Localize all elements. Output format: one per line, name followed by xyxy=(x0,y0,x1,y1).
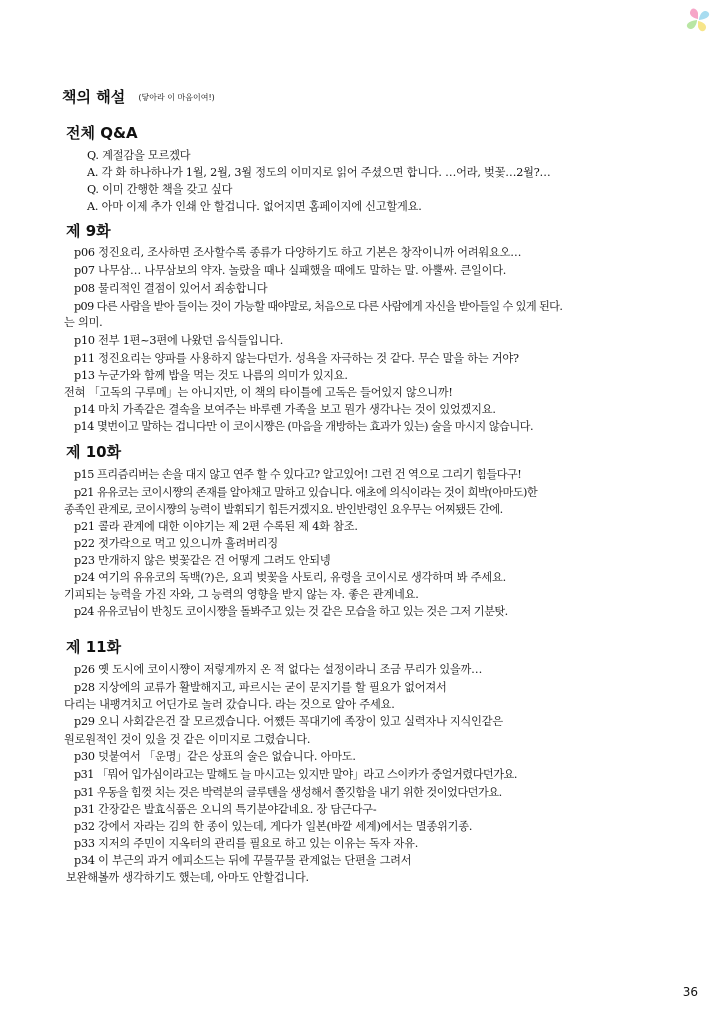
ep9-line: p13 누군가와 함께 밥을 먹는 것도 나름의 의미가 있지요. xyxy=(74,369,348,382)
ep11-line: p31 우동을 힘껏 치는 것은 박력분의 글루텐을 생성해서 쫄깃함을 내기 위한 것이었다던가요. xyxy=(74,786,502,799)
ep11-line: 보완해볼까 생각하기도 했는데, 아마도 안할겁니다. xyxy=(66,871,309,884)
ep10-line: p21 유유코는 코이시쨩의 존재를 알아채고 말하고 있습니다. 애초에 의식이라는 것이 희박(아마도)한 xyxy=(74,486,538,499)
ep9-line: p14 몇번이고 말하는 겁니다만 이 코이시쨩은 (마음을 개방하는 효과가 있는) 술을 마시지 않습니다. xyxy=(74,420,534,433)
ep11-line: 다리는 내팽겨치고 어딘가로 놀러 갔습니다. 라는 것으로 알아 주세요. xyxy=(64,698,395,711)
ep9-line: 는 의미. xyxy=(64,316,103,329)
ep10-line: 종족인 관계로, 코이시쨩의 능력이 발휘되기 힘든거겠지요. 반인반령인 요우무는 어찌됐든 간에. xyxy=(64,503,503,516)
qa-line: A. 아마 이제 추가 인쇄 안 할겁니다. 없어지면 홈페이지에 신고할게요. xyxy=(87,200,422,213)
ep10-line: p15 프리즘리버는 손을 대지 않고 연주 할 수 있다고? 알고있어! 그런 건 역으로 그리기 힘들다구! xyxy=(74,468,522,481)
qa-line: Q. 계절감을 모르겠다 xyxy=(87,149,191,162)
ep9-line: p06 정진요리, 조사하면 조사할수록 종류가 다양하기도 하고 기본은 창작이니까 어려워요오… xyxy=(74,246,522,259)
ep10-line: p21 콜라 관계에 대한 이야기는 제 2편 수록된 제 4화 참조. xyxy=(74,520,358,533)
ep11-line: p32 강에서 자라는 김의 한 종이 있는데, 게다가 일본(바깥 세계)에서는 멸종위기종. xyxy=(74,820,473,833)
ep11-line: p34 이 부근의 과거 에피소드는 뒤에 꾸물꾸물 관계없는 단편을 그려서 xyxy=(74,854,412,867)
page-number: 36 xyxy=(682,985,698,999)
clover-heart-icon xyxy=(682,4,714,36)
qa-line: A. 각 화 하나하나가 1월, 2월, 3월 정도의 이미지로 읽어 주셨으면 합니다. …어라, 벚꽃…2월?… xyxy=(87,166,551,179)
ep9-line: 전혀 「고독의 구루메」는 아니지만, 이 책의 타이틀에 고독은 들어있지 않으니까! xyxy=(64,386,453,399)
ep11-line: p30 덧붙여서 「운명」같은 상표의 술은 없습니다. 아마도. xyxy=(74,750,356,763)
ep9-line: p09 다른 사람을 받아 들이는 것이 가능할 때야말로, 처음으로 다른 사람에게 자신을 받아들일 수 있게 된다. xyxy=(74,300,563,313)
page-header xyxy=(62,86,215,107)
ep11-line: p28 지상에의 교류가 활발해지고, 파르시는 굳이 문지기를 할 필요가 없어져서 xyxy=(74,681,447,694)
ep10-line: p24 유유코님이 반칭도 코이시쨩을 돌봐주고 있는 것 같은 모습을 하고 있는 것은 그저 기분탓. xyxy=(74,605,508,618)
ep9-line: p07 나무삼… 나무삼보의 약자. 놀랐을 때나 실패했을 때에도 말하는 말. 아뿔싸. 큰일이다. xyxy=(74,264,507,277)
ep11-line: p33 지저의 주민이 지옥터의 관리를 필요로 하고 있는 이유는 독자 자유. xyxy=(74,837,419,850)
ep11-line: p26 옛 도시에 코이시쨩이 저렇게까지 온 적 없다는 설정이라니 조금 무리가 있을까… xyxy=(74,663,483,676)
ep10-line: p24 여기의 유유코의 독백(?)은, 요괴 벚꽃을 사토리, 유령을 코이시로 생각하며 봐 주세요. xyxy=(74,571,506,584)
header-title: 책의 해설 xyxy=(62,88,126,106)
ep9-line: p14 마치 가족같은 결속을 보여주는 바루렌 가족을 보고 뭔가 생각나는 것이 있었겠지요. xyxy=(74,403,496,416)
ep9-line: p10 전부 1편~3편에 나왔던 음식들입니다. xyxy=(74,334,284,347)
ep11-section-title: 제 11화 xyxy=(66,638,122,656)
ep10-line: p23 만개하지 않은 벚꽃같은 건 어떻게 그려도 안되넹 xyxy=(74,554,331,567)
ep11-line: 원로원적인 것이 있을 것 같은 이미지로 그렸습니다. xyxy=(64,733,311,746)
ep11-line: p29 오니 사회같은건 잘 모르겠습니다. 어쨌든 꼭대기에 족장이 있고 실력자나 지식인같은 xyxy=(74,715,503,728)
header-subtitle: (닿아라 이 마음이여!) xyxy=(138,93,215,102)
ep10-line: 기피되는 능력을 가진 자와, 그 능력의 영향을 받지 않는 자. 좋은 관계네요. xyxy=(64,588,419,601)
ep10-section-title: 제 10화 xyxy=(66,443,122,461)
ep9-line: p11 정진요리는 양파를 사용하지 않는다던가. 성욕을 자극하는 것 같다. 무슨 말을 하는 거야? xyxy=(74,352,519,365)
ep11-line: p31 간장같은 발효식품은 오니의 특기분야같네요. 장 담근다구- xyxy=(74,803,377,816)
ep9-section-title: 제 9화 xyxy=(66,222,111,240)
qa-line: Q. 이미 간행한 책을 갖고 싶다 xyxy=(87,183,233,196)
ep9-line: p08 물리적인 결점이 있어서 죄송합니다 xyxy=(74,282,268,295)
ep11-line: p31 「뭐어 입가심이라고는 말해도 늘 마시고는 있지만 말야」라고 스이카가 중얼거렸다던가요. xyxy=(74,768,517,781)
qa-section-title: 전체 Q&A xyxy=(66,124,138,142)
ep10-line: p22 젓가락으로 먹고 있으니까 흘려버리징 xyxy=(74,537,278,550)
